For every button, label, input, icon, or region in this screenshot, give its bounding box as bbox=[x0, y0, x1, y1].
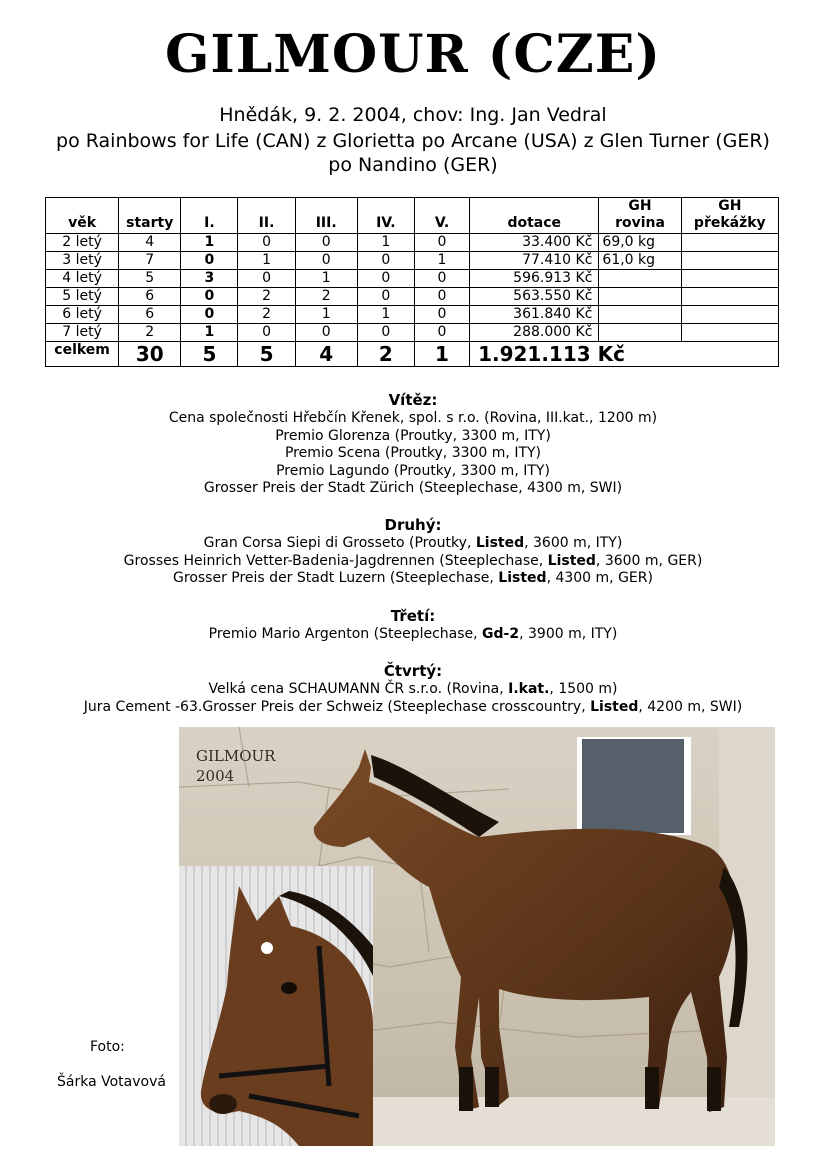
cell-gh-prekazky bbox=[681, 306, 778, 324]
section-heading: Vítěz: bbox=[388, 391, 438, 409]
cell-dotace: 596.913 Kč bbox=[470, 270, 599, 288]
cell-vek: 7 letý bbox=[46, 324, 119, 342]
race-line: Premio Glorenza (Proutky, 3300 m, ITY) bbox=[275, 427, 551, 444]
cell-place-2: 1 bbox=[238, 252, 295, 270]
cell-starty: 7 bbox=[119, 252, 181, 270]
total-place-5: 1 bbox=[414, 342, 469, 367]
cell-dotace: 563.550 Kč bbox=[470, 288, 599, 306]
table-row bbox=[46, 270, 779, 288]
race-text: , 4200 m, SWI) bbox=[638, 698, 743, 715]
race-text: Gran Corsa Siepi di Grosseto (Proutky, bbox=[203, 535, 476, 551]
photo-caption bbox=[196, 746, 275, 786]
table-row bbox=[46, 288, 779, 306]
cell-place-1: 3 bbox=[181, 270, 238, 288]
race-text: , 3900 m, ITY) bbox=[519, 626, 618, 642]
cell-place-2: 0 bbox=[238, 324, 295, 342]
cell-starty: 2 bbox=[119, 324, 181, 342]
cell-place-5: 0 bbox=[414, 306, 469, 324]
photo-caption-name: GILMOUR bbox=[196, 747, 276, 765]
race-line bbox=[0, 535, 826, 553]
race-line bbox=[0, 681, 826, 699]
race-text: Grosser Preis der Stadt Luzern (Steeplechase, bbox=[173, 570, 499, 586]
race-grade: Gd-2 bbox=[482, 626, 520, 642]
cell-place-4: 0 bbox=[357, 252, 414, 270]
race-stats-table bbox=[45, 197, 779, 367]
header-place-4: IV. bbox=[357, 198, 414, 234]
cell-vek: 2 letý bbox=[46, 234, 119, 252]
cell-gh-prekazky bbox=[681, 252, 778, 270]
horse-head-illustration bbox=[179, 866, 373, 1146]
race-line bbox=[0, 626, 826, 644]
header-vek: věk bbox=[46, 198, 119, 234]
cell-gh-rovina bbox=[599, 324, 681, 342]
header-gh-rovina-top: GH bbox=[628, 198, 652, 214]
header-gh-prekazky-top: GH bbox=[718, 198, 742, 214]
section-second bbox=[0, 516, 826, 588]
cell-gh-rovina bbox=[599, 288, 681, 306]
photo-caption-year: 2004 bbox=[196, 767, 235, 785]
cell-place-5: 1 bbox=[414, 252, 469, 270]
total-starty: 30 bbox=[119, 342, 181, 367]
cell-place-2: 0 bbox=[238, 234, 295, 252]
cell-place-4: 0 bbox=[357, 288, 414, 306]
cell-gh-rovina bbox=[599, 306, 681, 324]
photo-credit-name: Šárka Votavová bbox=[57, 1074, 166, 1090]
cell-vek: 5 letý bbox=[46, 288, 119, 306]
cell-place-1: 0 bbox=[181, 288, 238, 306]
race-grade: Listed bbox=[475, 535, 525, 551]
header-dotace: dotace bbox=[470, 198, 599, 234]
cell-place-4: 1 bbox=[357, 234, 414, 252]
table-row bbox=[46, 234, 779, 252]
table-row bbox=[46, 252, 779, 270]
race-grade: Listed bbox=[498, 570, 547, 586]
race-text: , 1500 m) bbox=[549, 681, 618, 697]
table-row bbox=[46, 306, 779, 324]
cell-starty: 4 bbox=[119, 234, 181, 252]
race-text: , 3600 m, ITY) bbox=[524, 535, 623, 551]
race-line: Premio Scena (Proutky, 3300 m, ITY) bbox=[284, 445, 542, 461]
cell-place-1: 0 bbox=[181, 306, 238, 324]
total-place-2: 5 bbox=[238, 342, 295, 367]
header-place-1: I. bbox=[181, 198, 238, 234]
race-line bbox=[0, 553, 826, 571]
header-place-2: II. bbox=[238, 198, 295, 234]
cell-place-1: 1 bbox=[181, 234, 238, 252]
section-heading: Třetí: bbox=[390, 607, 436, 625]
cell-place-2: 2 bbox=[238, 288, 295, 306]
header-place-3: III. bbox=[295, 198, 357, 234]
cell-place-2: 0 bbox=[238, 270, 295, 288]
pedigree-line-1: po Rainbows for Life (CAN) z Glorietta po Arcane (USA) z Glen Turner (GER) bbox=[56, 130, 770, 152]
table-total-row bbox=[46, 342, 779, 367]
cell-starty: 6 bbox=[119, 306, 181, 324]
table-header-row bbox=[46, 198, 779, 234]
cell-vek: 4 letý bbox=[46, 270, 119, 288]
cell-place-1: 1 bbox=[181, 324, 238, 342]
race-text: Grosses Heinrich Vetter-Badenia-Jagdrennen (Steeplechase, bbox=[123, 552, 548, 569]
table-row bbox=[46, 324, 779, 342]
total-dotace: 1.921.113 Kč bbox=[470, 342, 779, 367]
section-fourth bbox=[0, 662, 826, 716]
header-starty: starty bbox=[119, 198, 181, 234]
cell-gh-prekazky bbox=[681, 288, 778, 306]
race-line: Cena společnosti Hřebčín Křenek, spol. s r.o. (Rovina, III.kat., 1200 m) bbox=[168, 410, 658, 426]
cell-place-4: 1 bbox=[357, 306, 414, 324]
cell-gh-rovina: 61,0 kg bbox=[599, 252, 681, 270]
header-gh-prekazky-bottom: překážky bbox=[693, 215, 766, 231]
cell-place-3: 0 bbox=[295, 324, 357, 342]
section-heading: Čtvrtý: bbox=[383, 662, 443, 680]
race-grade: Listed bbox=[547, 552, 596, 569]
header-gh-prekazky bbox=[681, 198, 778, 234]
cell-dotace: 77.410 Kč bbox=[470, 252, 599, 270]
race-line: Premio Lagundo (Proutky, 3300 m, ITY) bbox=[276, 462, 550, 479]
cell-place-5: 0 bbox=[414, 270, 469, 288]
cell-place-3: 1 bbox=[295, 270, 357, 288]
horse-head-photo bbox=[179, 866, 373, 1146]
cell-gh-prekazky bbox=[681, 234, 778, 252]
race-grade: Listed bbox=[590, 698, 639, 715]
cell-place-1: 0 bbox=[181, 252, 238, 270]
section-third bbox=[0, 607, 826, 644]
horse-details-line: Hnědák, 9. 2. 2004, chov: Ing. Jan Vedral bbox=[219, 104, 607, 126]
race-line: Grosser Preis der Stadt Zürich (Steeplechase, 4300 m, SWI) bbox=[203, 480, 623, 496]
page-title: GILMOUR (CZE) bbox=[164, 24, 661, 85]
cell-place-3: 2 bbox=[295, 288, 357, 306]
header-gh-rovina-bottom: rovina bbox=[615, 215, 665, 231]
race-text: Jura Cement -63.Grosser Preis der Schweiz (Steeplechase crosscountry, bbox=[83, 698, 591, 715]
photo-credit-label: Foto: bbox=[90, 1039, 125, 1055]
cell-place-3: 1 bbox=[295, 306, 357, 324]
total-place-1: 5 bbox=[181, 342, 238, 367]
cell-gh-prekazky bbox=[681, 324, 778, 342]
cell-place-3: 0 bbox=[295, 252, 357, 270]
cell-place-5: 0 bbox=[414, 324, 469, 342]
pedigree-line-2: po Nandino (GER) bbox=[328, 154, 498, 176]
cell-dotace: 288.000 Kč bbox=[470, 324, 599, 342]
total-label: celkem bbox=[46, 342, 119, 367]
cell-dotace: 361.840 Kč bbox=[470, 306, 599, 324]
cell-vek: 3 letý bbox=[46, 252, 119, 270]
cell-gh-prekazky bbox=[681, 270, 778, 288]
section-winner bbox=[0, 391, 826, 498]
cell-place-4: 0 bbox=[357, 324, 414, 342]
total-place-3: 4 bbox=[295, 342, 357, 367]
section-heading: Druhý: bbox=[384, 516, 442, 534]
cell-starty: 6 bbox=[119, 288, 181, 306]
race-text: , 4300 m, GER) bbox=[546, 570, 653, 586]
header-gh-rovina bbox=[599, 198, 681, 234]
cell-place-2: 2 bbox=[238, 306, 295, 324]
cell-gh-rovina: 69,0 kg bbox=[599, 234, 681, 252]
cell-place-4: 0 bbox=[357, 270, 414, 288]
cell-starty: 5 bbox=[119, 270, 181, 288]
race-grade: I.kat. bbox=[508, 681, 550, 697]
cell-place-5: 0 bbox=[414, 234, 469, 252]
cell-gh-rovina bbox=[599, 270, 681, 288]
race-text: , 3600 m, GER) bbox=[595, 552, 703, 569]
race-text: Premio Mario Argenton (Steeplechase, bbox=[208, 626, 483, 642]
header-place-5: V. bbox=[414, 198, 469, 234]
race-text: Velká cena SCHAUMANN ČR s.r.o. (Rovina, bbox=[208, 681, 509, 697]
cell-vek: 6 letý bbox=[46, 306, 119, 324]
race-line bbox=[0, 699, 826, 717]
total-place-4: 2 bbox=[357, 342, 414, 367]
cell-place-3: 0 bbox=[295, 234, 357, 252]
cell-dotace: 33.400 Kč bbox=[470, 234, 599, 252]
race-line bbox=[0, 570, 826, 588]
cell-place-5: 0 bbox=[414, 288, 469, 306]
